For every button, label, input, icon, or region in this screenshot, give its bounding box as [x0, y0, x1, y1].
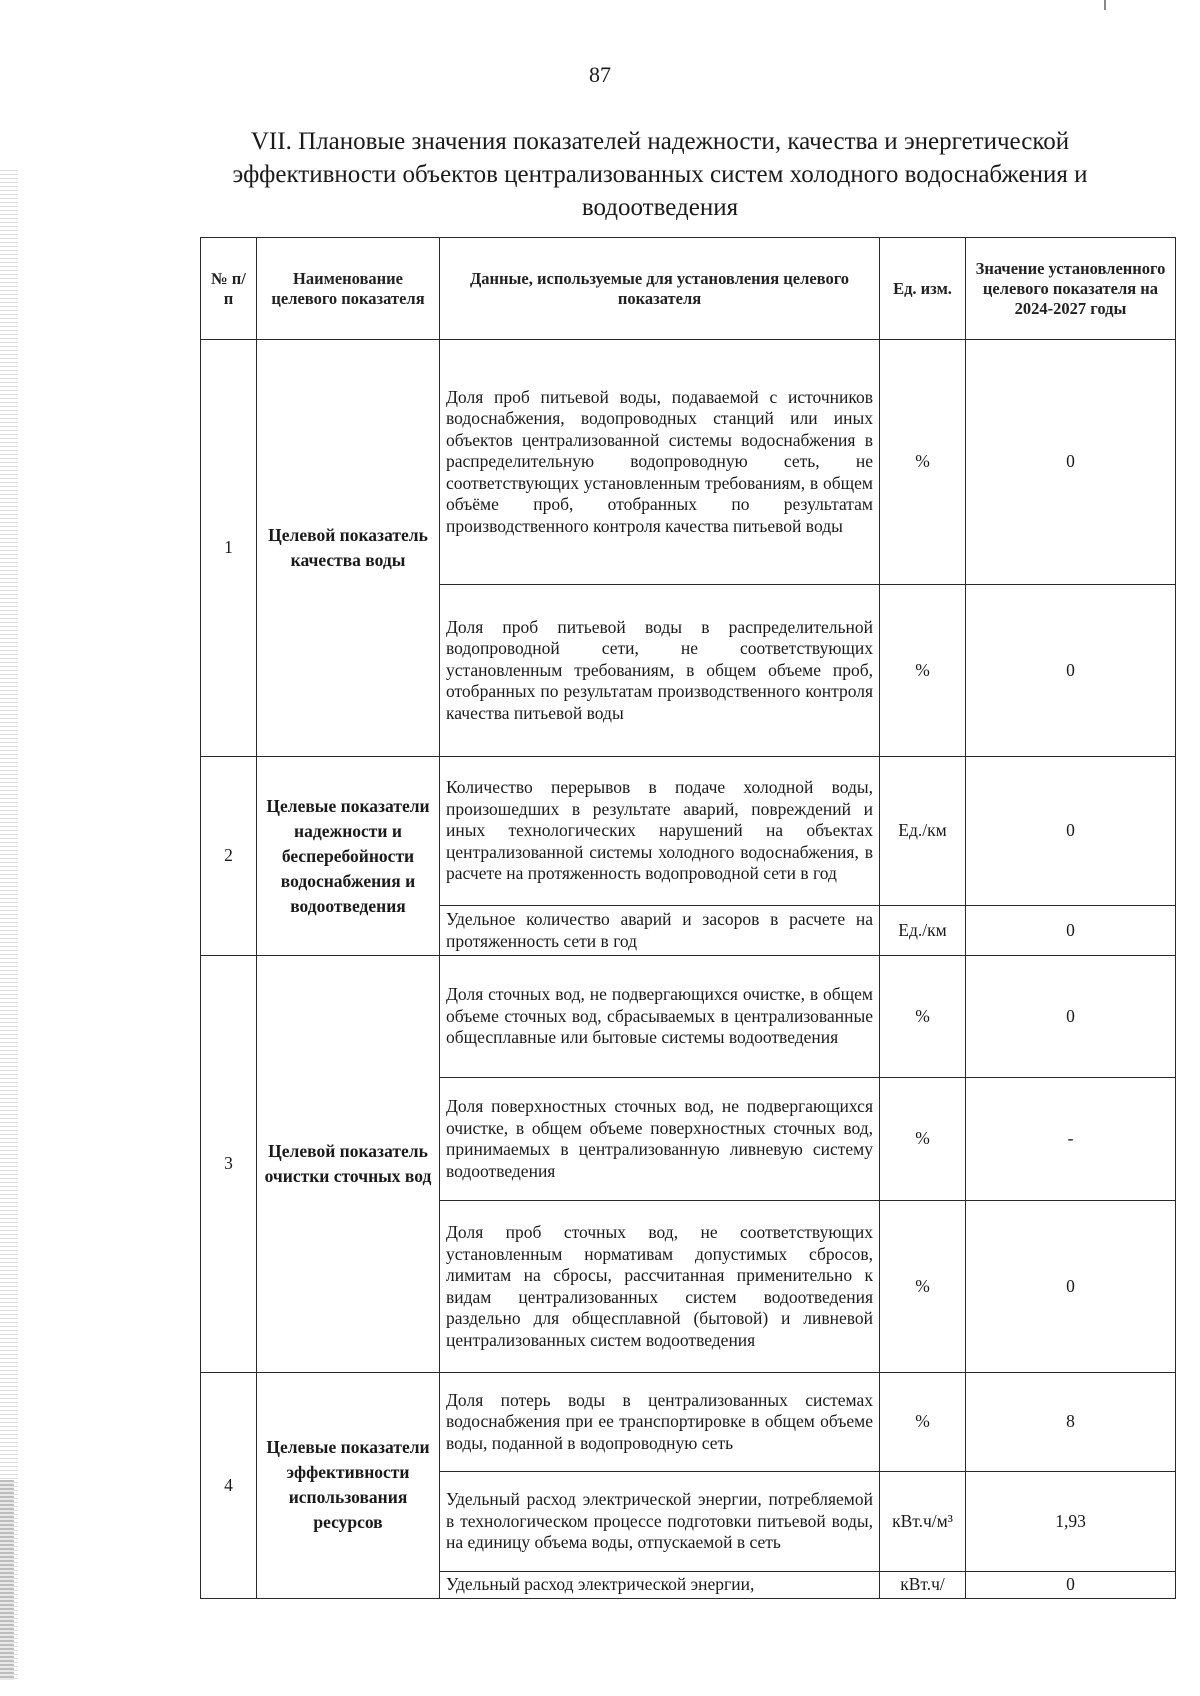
indicator-value: 0 — [966, 340, 1176, 585]
indicator-data: Доля поверхностных сточных вод, не подвергающихся очистке, в общем объеме поверхностных сточных вод, принимаемых в централизованную ливневую систему водоотведения — [440, 1078, 880, 1201]
indicator-name: Целевой показатель качества воды — [257, 340, 440, 757]
indicator-unit: % — [880, 1078, 966, 1201]
table-row — [201, 340, 1176, 585]
indicator-data: Удельный расход электрической энергии, — [440, 1572, 880, 1599]
indicator-unit: Ед./км — [880, 757, 966, 906]
indicator-name: Целевые показатели эффективности использования ресурсов — [257, 1373, 440, 1599]
row-number: 3 — [201, 956, 257, 1373]
indicator-value: 0 — [966, 1201, 1176, 1373]
indicator-unit: % — [880, 1201, 966, 1373]
indicator-unit: % — [880, 340, 966, 585]
indicator-data: Доля проб питьевой воды, подаваемой с источников водоснабжения, водопроводных станций или иных объектов централизованной системы водоснабжения в распределительную водопроводную сеть, не соответствующих установленным требованиям, в общем объёме проб, отобранных по результатам производственного контроля качества питьевой воды — [440, 340, 880, 585]
indicator-name: Целевой показатель очистки сточных вод — [257, 956, 440, 1373]
scan-mark — [1104, 0, 1106, 10]
table-row — [201, 757, 1176, 906]
indicator-value: 0 — [966, 757, 1176, 906]
indicator-value: 0 — [966, 585, 1176, 757]
indicator-name: Целевые показатели надежности и бесперебойности водоснабжения и водоотведения — [257, 757, 440, 956]
indicator-unit: % — [880, 956, 966, 1078]
indicator-unit: кВт.ч/м³ — [880, 1472, 966, 1572]
row-number: 4 — [201, 1373, 257, 1599]
indicator-data: Доля потерь воды в централизованных системах водоснабжения при ее транспортировке в общем объеме воды, поданной в водопроводную сеть — [440, 1373, 880, 1472]
table-row — [201, 956, 1176, 1078]
header-value: Значение установленного целевого показателя на 2024-2027 годы — [966, 238, 1176, 340]
indicator-data: Доля сточных вод, не подвергающихся очистке, в общем объеме сточных вод, сбрасываемых в централизованные общесплавные или бытовые системы водоотведения — [440, 956, 880, 1078]
row-number: 1 — [201, 340, 257, 757]
table-row — [201, 1373, 1176, 1472]
indicator-value: 1,93 — [966, 1472, 1176, 1572]
indicator-unit: кВт.ч/ — [880, 1572, 966, 1599]
indicator-data: Доля проб сточных вод, не соответствующих установленным нормативам допустимых сбросов, лимитам на сбросы, рассчитанная применительно к видам централизованных систем водоотведения раздельно для общесплавной (бытовой) и ливневой централизованных систем водоотведения — [440, 1201, 880, 1373]
indicator-unit: % — [880, 1373, 966, 1472]
indicator-data: Удельный расход электрической энергии, потребляемой в технологическом процессе подготовки питьевой воды, на единицу объема воды, отпускаемой в сеть — [440, 1472, 880, 1572]
indicator-data: Количество перерывов в подаче холодной воды, произошедших в результате аварий, повреждений и иных технологических нарушений на объектах централизованной системы холодного водоснабжения, в расчете на протяженность водопроводной сети в год — [440, 757, 880, 906]
title-line-1: VII. Плановые значения показателей надежности, качества и энергетической — [250, 128, 1070, 155]
row-number: 2 — [201, 757, 257, 956]
indicator-value: 0 — [966, 1572, 1176, 1599]
indicator-data: Доля проб питьевой воды в распределительной водопроводной сети, не соответствующих установленным требованиям, в общем объеме проб, отобранных по результатам производственного контроля качества питьевой воды — [440, 585, 880, 757]
table-header-row — [201, 238, 1176, 340]
indicator-unit: % — [880, 585, 966, 757]
title-line-2: эффективности объектов централизованных систем холодного водоснабжения и — [232, 161, 1088, 188]
section-title — [160, 125, 1160, 224]
header-name: Наименование целевого показателя — [257, 238, 440, 340]
header-unit: Ед. изм. — [880, 238, 966, 340]
indicator-value: 0 — [966, 956, 1176, 1078]
page-number: 87 — [589, 62, 611, 87]
indicators-table — [200, 237, 1176, 1599]
indicator-data: Удельное количество аварий и засоров в расчете на протяженность сети в год — [440, 906, 880, 956]
title-line-3: водоотведения — [581, 194, 739, 221]
indicator-value: 8 — [966, 1373, 1176, 1472]
scan-edge-artifact-dark — [0, 1480, 14, 1680]
header-data: Данные, используемые для установления целевого показателя — [440, 238, 880, 340]
indicator-unit: Ед./км — [880, 906, 966, 956]
indicator-value: 0 — [966, 906, 1176, 956]
indicator-value: - — [966, 1078, 1176, 1201]
scan-edge-artifact — [0, 170, 18, 1680]
header-num: № п/п — [201, 238, 257, 340]
